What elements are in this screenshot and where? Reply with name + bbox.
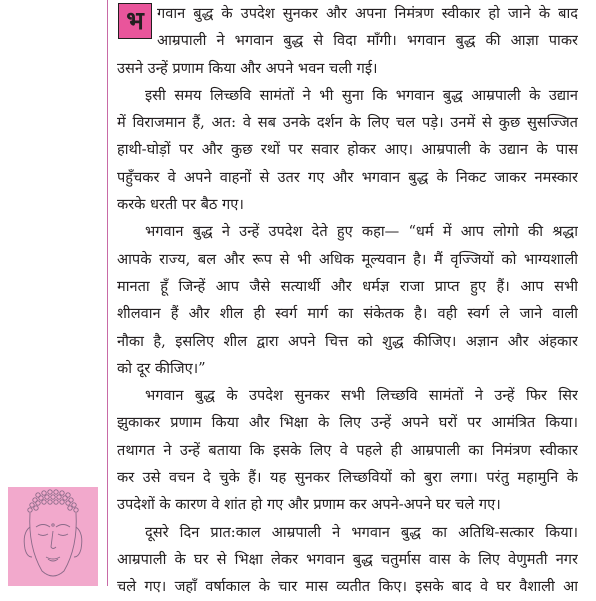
paragraph-line: भगवान बुद्ध ने उन्हें उपदेश देते हुए कहा— “धर्म में आप लोगो की श्रद्धा <box>145 223 578 241</box>
paragraph-line: मानता हूँ जिन्हें आप जैसे सत्यार्थी और धर्मज्ञ राजा प्राप्त हुए हैं। आप सभी <box>117 277 578 295</box>
paragraph-line: नौका है, इसलिए शील द्वारा अपने चित्त को शुद्ध कीजिए। अज्ञान और अंहकार <box>117 332 578 350</box>
paragraph-line: गवान बुद्ध के उपदेश सुनकर और अपना निमंत्रण स्वीकार हो जाने के बाद <box>157 5 578 22</box>
paragraph-line: तथागत ने उन्हें बताया कि इसके लिए वे पहले ही आम्रपाली का निमंत्रण स्वीकार <box>117 441 578 459</box>
drop-cap-letter: भ <box>118 3 152 39</box>
paragraph-line: इसी समय लिच्छवि सामंतों ने भी सुना कि भगवान बुद्ध आम्रपाली के उद्यान <box>145 86 578 104</box>
buddha-illustration <box>8 487 98 586</box>
paragraph-line: आपके राज्य, बल और रूप से भी अधिक मूल्यवान है। मैं वृज्जियों को भाग्यशाली <box>117 250 578 268</box>
paragraph-line: उपदेशों के कारण वे शांत हो गए और प्रणाम कर अपने-अपने घर चले गए। <box>117 496 501 514</box>
paragraph-line: भगवान बुद्ध के उपदेश सुनकर सभी लिच्छवि सामंतों ने उन्हें फिर सिर <box>145 387 578 405</box>
paragraph-line: दूसरे दिन प्रात:काल आम्रपाली ने भगवान बुद्ध का अतिथि-सत्कार किया। <box>145 523 578 541</box>
paragraph-line: चले गए। जहाँ वर्षाकाल के चार मास व्यतीत किए। इसके बाद वे घर वैशाली आ <box>117 578 578 596</box>
paragraph-line: उसने उन्हें प्रणाम किया और अपने भवन चली गई। <box>117 59 378 77</box>
buddha-face-icon <box>8 487 98 586</box>
article-body <box>117 0 578 601</box>
paragraph-line: आम्रपाली के घर से भिक्षा लेकर भगवान बुद्ध चतुर्मास वास के लिए वेणुमती नगर <box>117 550 578 568</box>
margin-rule <box>107 0 108 586</box>
paragraph-line: हाथी-घोड़ों पर और कुछ रथों पर सवार होकर आए। आम्रपाली के उद्यान के पास <box>117 141 578 159</box>
paragraph-line: पहुँचकर वे अपने वाहनों से उतर गए और भगवान बुद्ध के निकट जाकर नमस्कार <box>117 168 578 186</box>
paragraph-line: करके धरती पर बैठ गए। <box>117 196 244 214</box>
paragraph-line: कर उसे वचन दे चुके हैं। यह सुनकर लिच्छवियों को बुरा लगा। परंतु महामुनि के <box>117 469 578 487</box>
paragraph-line: को दूर कीजिए।” <box>117 359 206 377</box>
paragraph-line: आम्रपाली ने भगवान बुद्ध से विदा माँगी। भगवान बुद्ध की आज्ञा पाकर <box>157 32 578 50</box>
paragraph-line: झुकाकर प्रणाम किया और भिक्षा के लिए उन्हें अपने घरों पर आमंत्रित किया। <box>117 414 578 432</box>
paragraph-line: में विराजमान हैं, अत: वे सब उनके दर्शन के लिए चल पड़े। उनमें से कुछ सुसज्जित <box>117 114 578 132</box>
paragraph-line: शीलवान हैं और शील ही स्वर्ग मार्ग का संकेतक है। वही स्वर्ग ले जाने वाली <box>117 305 578 323</box>
